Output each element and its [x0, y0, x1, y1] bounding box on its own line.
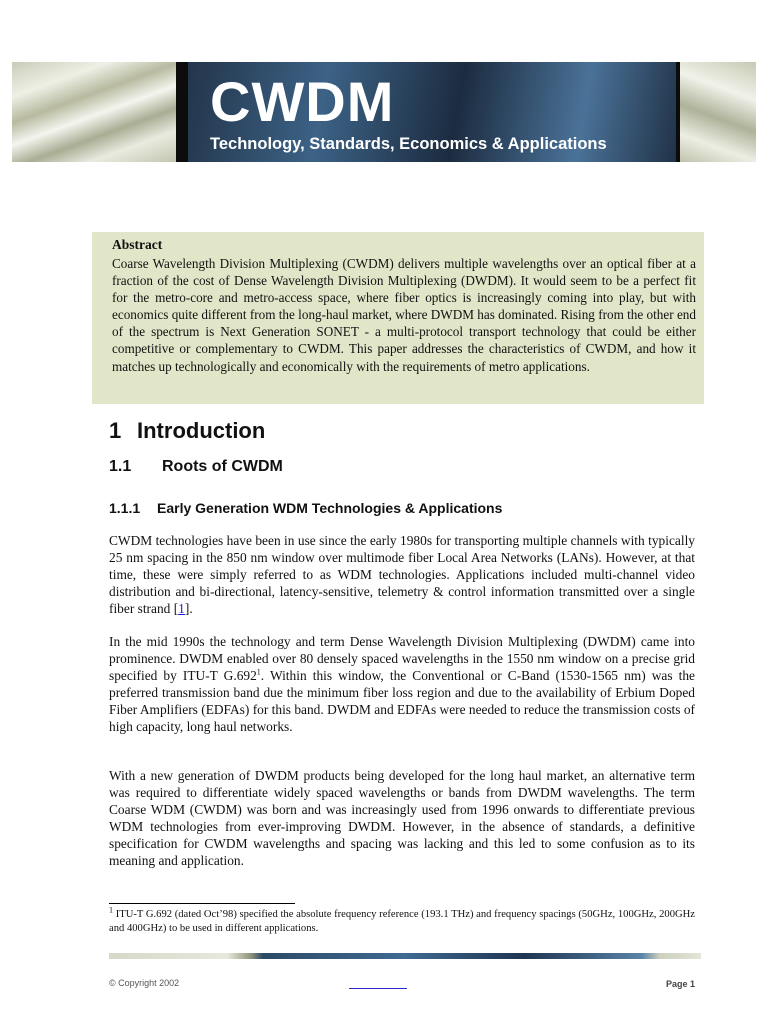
- paragraph-2-text-after: . Within this window, the Conventional or C-Band (1530-1565 nm) was the preferred transmission band due the minimum fiber loss region and due to the availability of Erbium Doped Fiber Amplifiers (EDFAs) for this band. DWDM and EDFAs were needed to reduce the transmission costs of high capacity, long haul networks.: [109, 667, 695, 734]
- header-banner: [12, 62, 756, 162]
- reference-link-1[interactable]: 1: [178, 600, 185, 616]
- section-number: 1: [109, 418, 122, 443]
- paragraph-3: With a new generation of DWDM products being developed for the long haul market, an alternative term was required to differentiate widely spaced wavelengths or bands from DWDM wavelengths. The term Coarse WDM (CWDM) was born and was increasingly used from 1996 onwards to differentiate previous WDM technologies from ever-improving DWDM. However, in the absence of standards, a definitive specification for CWDM wavelengths and spacing was lacking and this led to some confusion as to its meaning and application.: [109, 768, 695, 868]
- footnote: [109, 905, 695, 936]
- subsubsection-title: Early Generation WDM Technologies & Applications: [157, 500, 503, 516]
- banner-title: CWDM: [210, 70, 395, 133]
- subsection-heading-roots: [109, 457, 283, 477]
- footnote-number: 1: [109, 905, 113, 915]
- footnote-marker: 1: [256, 667, 261, 677]
- paragraph-1: [109, 533, 695, 618]
- paragraph-2-text-before: In the mid 1990s the technology and term Dense Wavelength Division Multiplexing (DWDM) came into prominence. DWDM enabled over 80 densely spaced wavelengths in the 1550 nm window on a precise grid specified by ITU-T G.692: [109, 634, 695, 683]
- subsection-number: 1.1: [109, 458, 132, 475]
- banner-left-texture: [12, 62, 178, 162]
- footer-bar: [109, 953, 701, 959]
- subsubsection-heading-early-wdm: [109, 499, 502, 517]
- subsubsection-number: 1.1.1: [109, 500, 141, 516]
- section-title: Introduction: [137, 418, 266, 443]
- abstract-heading: Abstract: [112, 237, 163, 252]
- section-heading-introduction: [109, 417, 265, 445]
- paragraph-2: [109, 634, 695, 735]
- ref-bracket-open: [: [173, 600, 179, 616]
- footer-link[interactable]: [349, 988, 407, 989]
- footnote-divider: [109, 903, 295, 904]
- copyright-text: © Copyright 2002: [109, 978, 180, 988]
- ref-bracket-close: ].: [184, 600, 193, 616]
- abstract-box: [92, 232, 704, 404]
- banner-subtitle: Technology, Standards, Economics & Applications: [210, 135, 607, 153]
- footnote-text: ITU-T G.692 (dated Oct’98) specified the absolute frequency reference (193.1 THz) and frequency spacings (50GHz, 100GHz, 200GHz and 400GHz) to be used in different applications.: [109, 909, 695, 934]
- banner-title-panel: [176, 62, 682, 162]
- subsection-title: Roots of CWDM: [162, 458, 283, 475]
- banner-right-texture: [680, 62, 756, 162]
- abstract-text: Coarse Wavelength Division Multiplexing (CWDM) delivers multiple wavelengths over an optical fiber at a fraction of the cost of Dense Wavelength Division Multiplexing (DWDM). It would seem to be a perfect fit for the metro-core and metro-access space, where fiber optics is increasingly coming into play, but with economics quite different from the long-haul market, where DWDM has dominated. Rising from the other end of the spectrum is Next Generation SONET - a multi-protocol transport technology that could be either competitive or complementary to CWDM. This paper addresses the characteristics of CWDM, and how it matches up technologically and economically with the requirements of metro applications.: [112, 256, 696, 374]
- paragraph-1-text: CWDM technologies have been in use since the early 1980s for transporting multiple channels with typically 25 nm spacing in the 850 nm window over multimode fiber Local Area Networks (LANs). However, at that time, these were simply referred to as WDM technologies. Applications included multi-channel video distribution and bi-directional, latency-sensitive, telemetry & control information transmitted over a single fiber strand: [109, 533, 695, 616]
- page-number: Page 1: [666, 979, 696, 989]
